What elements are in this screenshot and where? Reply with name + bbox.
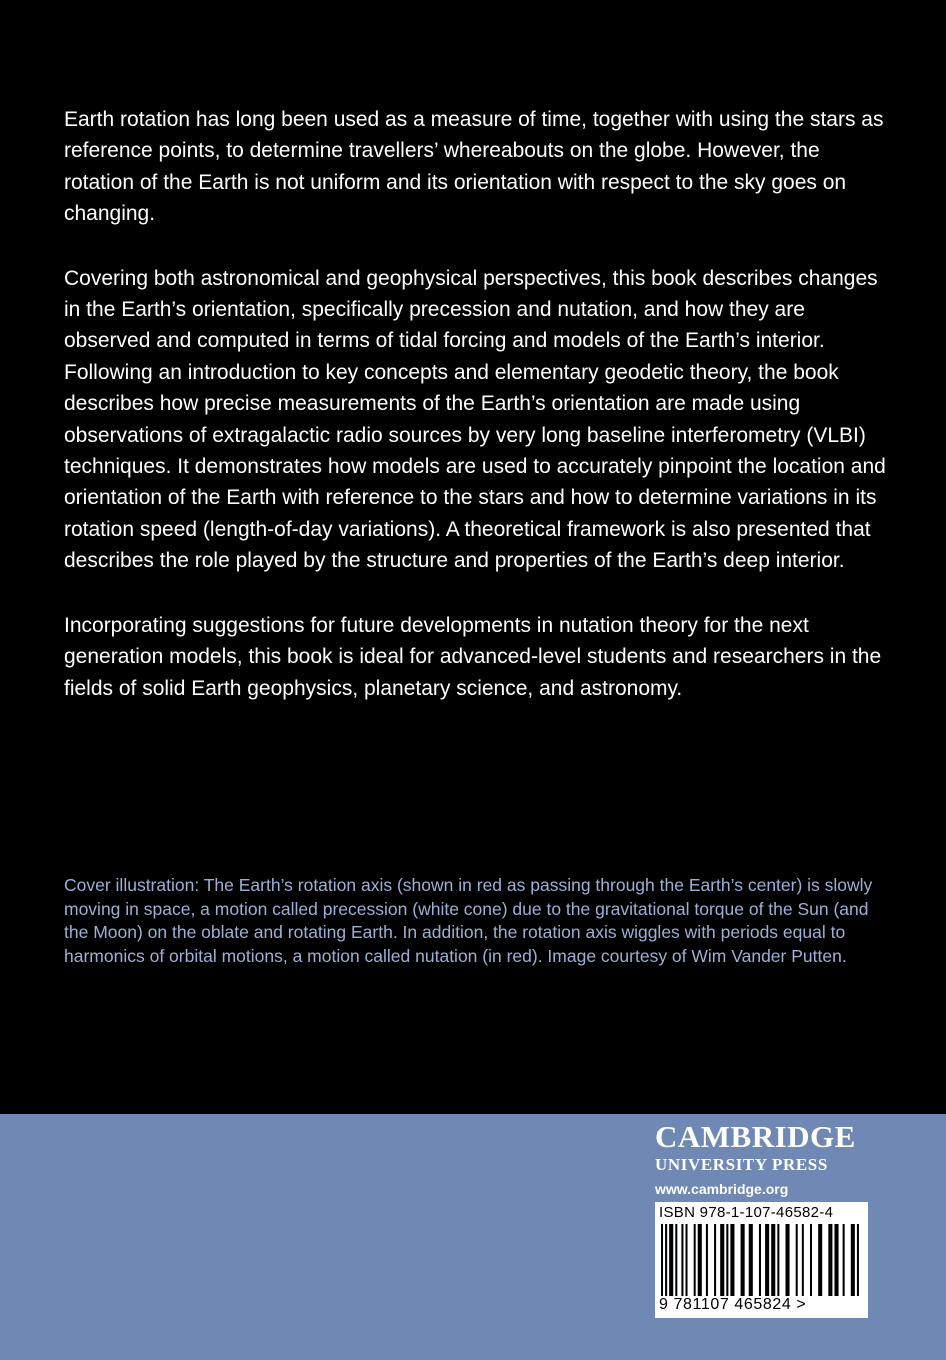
barcode-bar xyxy=(741,1224,745,1296)
barcode-bar xyxy=(796,1224,798,1296)
barcode-bar xyxy=(694,1224,696,1296)
publisher-subtitle: UNIVERSITY PRESS xyxy=(655,1155,828,1174)
barcode-bar xyxy=(810,1224,812,1296)
barcode-bar xyxy=(857,1224,859,1296)
barcode-bar xyxy=(828,1224,832,1296)
barcode-bar xyxy=(730,1224,734,1296)
barcode-bar xyxy=(720,1224,724,1296)
barcode-digits: 9 781107 465824 > xyxy=(659,1296,807,1313)
barcode-bar xyxy=(834,1224,838,1296)
description-paragraph-1: Earth rotation has long been used as a measure of time, together with using the stars as reference points, to determine travellers’ whereabouts on the globe. However, the rotation of the Earth is not uniform and its orientation with respect to the sky goes on changing. xyxy=(64,108,884,226)
isbn-label: ISBN 978-1-107-46582-4 xyxy=(659,1204,834,1221)
barcode-bar xyxy=(675,1224,677,1296)
barcode-bar xyxy=(777,1224,779,1296)
barcode-bar xyxy=(669,1224,673,1296)
publisher-logo xyxy=(655,1119,875,1199)
barcode-bar xyxy=(771,1224,775,1296)
barcode-bar xyxy=(843,1224,845,1296)
book-description xyxy=(64,104,894,737)
barcode-bars xyxy=(661,1224,861,1296)
barcode-bar xyxy=(698,1224,702,1296)
description-paragraph-3: Incorporating suggestions for future developments in nutation theory for the next generation models, this book is ideal for advanced-level students and researchers in the fields of solid Earth geophysics, planetary science, and astronomy. xyxy=(64,613,882,700)
barcode-bar xyxy=(685,1224,687,1296)
cover-caption-text: Cover illustration: The Earth’s rotation axis (shown in red as passing through the Earth’s center) is slowly moving in space, a motion called precession (white cone) due to the gravitational torque of the Sun (and the Moon) on the oblate and rotating Earth. In addition, the rotation axis wiggles with periods equal to harmonics of orbital motions, a motion called nutation (in red). Image courtesy of Wim Vander Putten. xyxy=(64,875,873,966)
barcode-bar xyxy=(802,1224,804,1296)
barcode-bar xyxy=(749,1224,753,1296)
barcode-bar xyxy=(785,1224,789,1296)
barcode-bar xyxy=(665,1224,667,1296)
barcode-bar xyxy=(851,1224,855,1296)
barcode-bar xyxy=(706,1224,708,1296)
publisher-url: www.cambridge.org xyxy=(655,1181,789,1197)
barcode-bar xyxy=(726,1224,728,1296)
barcode-bar xyxy=(759,1224,761,1296)
barcode-bar xyxy=(765,1224,769,1296)
isbn-barcode xyxy=(655,1202,868,1318)
barcode-bar xyxy=(714,1224,716,1296)
barcode-bar xyxy=(818,1224,822,1296)
barcode-bar xyxy=(681,1224,683,1296)
publisher-name: CAMBRIDGE xyxy=(655,1119,856,1154)
barcode-bar xyxy=(661,1224,663,1296)
cover-illustration-caption xyxy=(64,874,894,968)
description-paragraph-2: Covering both astronomical and geophysical perspectives, this book describes changes in the Earth’s orientation, specifically precession and nutation, and how they are observed and computed in terms of tidal forcing and models of the Earth’s interior. Following an introduction to key concepts and elementary geodetic theory, the book describes how precise measurements of the Earth’s orientation are made using observations of extragalactic radio sources by very long baseline interferometry (VLBI) techniques. It demonstrates how models are used to accurately pinpoint the location and orientation of the Earth with reference to the stars and how to determine variations in its rotation speed (length-of-day variations). A theoretical framework is also presented that describes the role played by the structure and properties of the Earth’s deep interior. xyxy=(64,266,886,573)
